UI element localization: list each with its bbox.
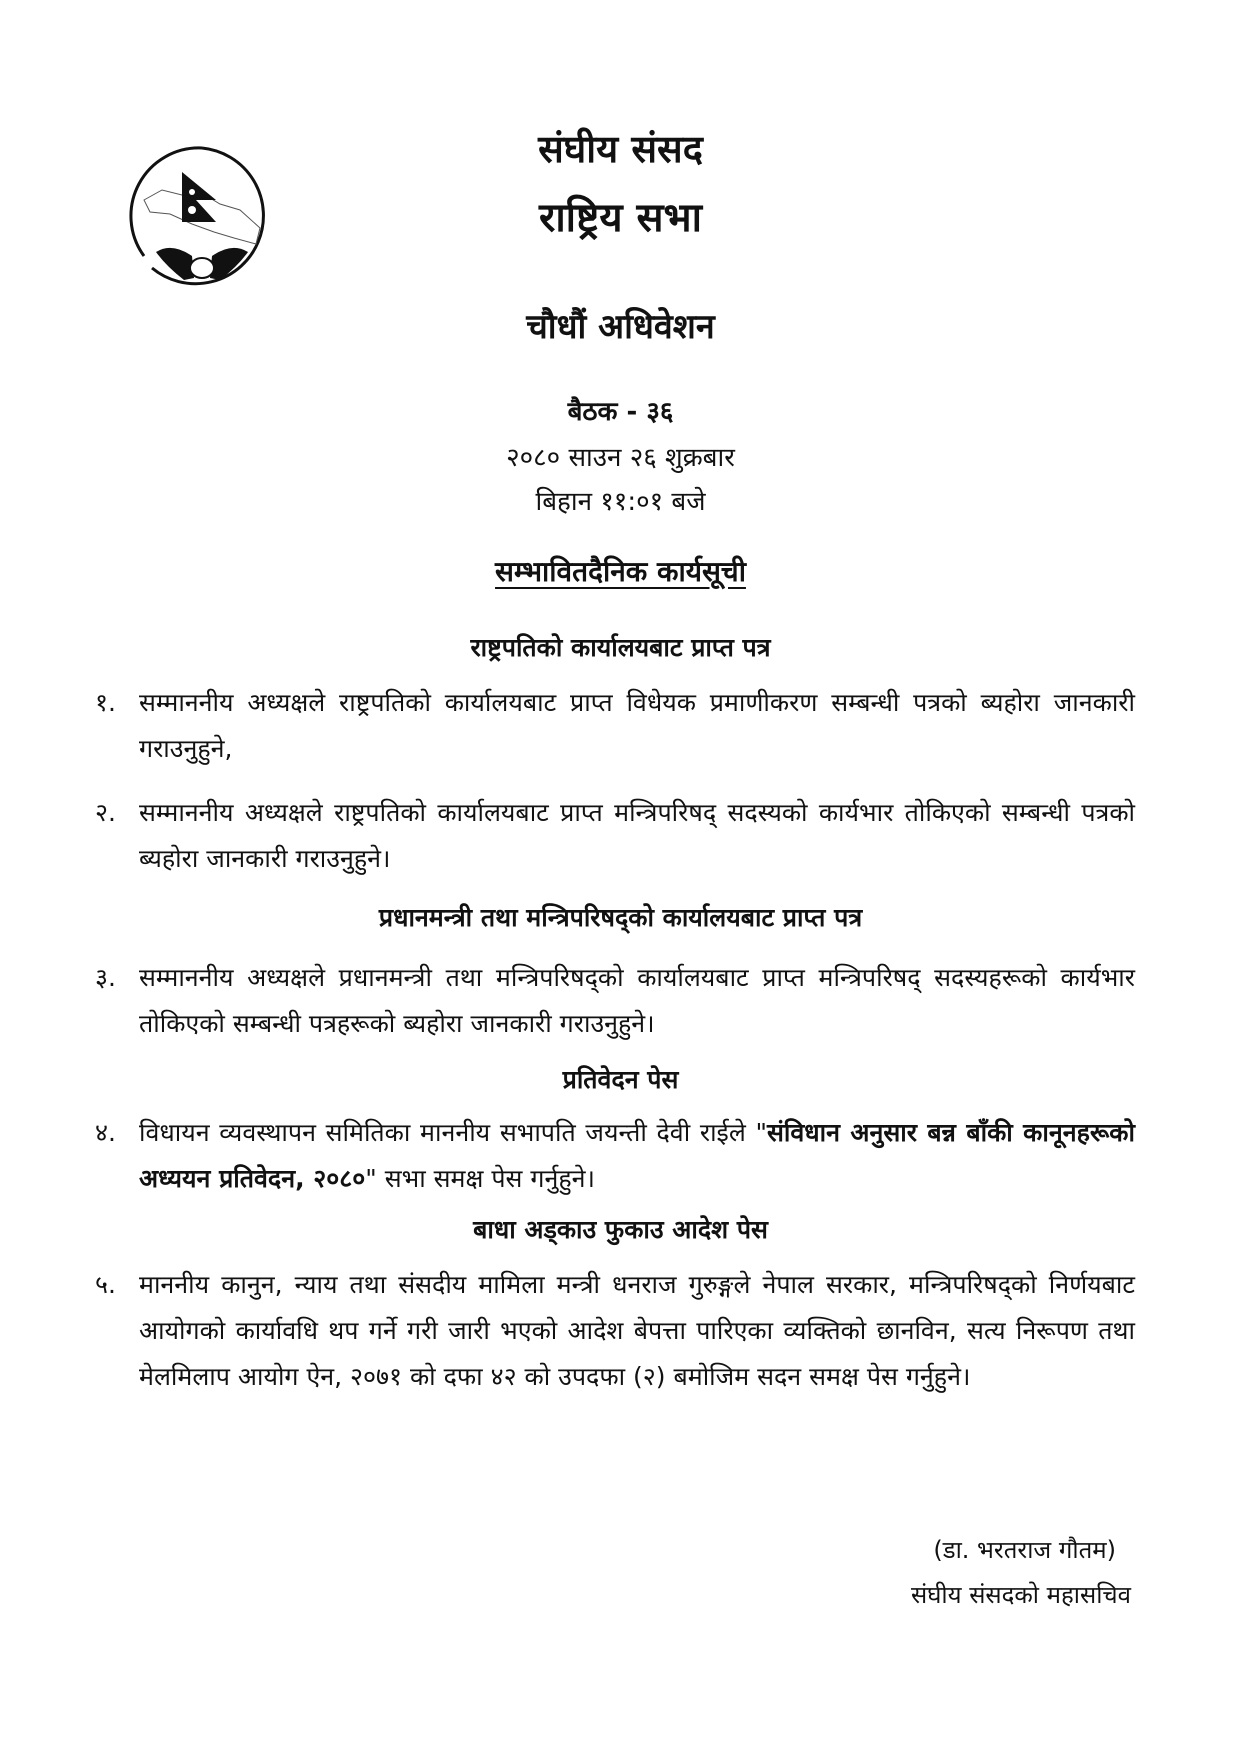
meeting-time: बिहान ११:०१ बजे <box>535 487 706 517</box>
section-heading: प्रधानमन्त्री तथा मन्त्रिपरिषद्को कार्यालयबाट प्राप्त पत्र <box>378 903 863 932</box>
item-number: २. <box>95 798 116 827</box>
agenda-item <box>95 1110 1135 1202</box>
item-number: १. <box>95 688 116 717</box>
agenda-item <box>95 1262 1135 1400</box>
signatory-title: संघीय संसदको महासचिव <box>911 1581 1131 1609</box>
agenda-item <box>95 680 1135 772</box>
item-text: सम्माननीय अध्यक्षले राष्ट्रपतिको कार्यालयबाट प्राप्त विधेयक प्रमाणीकरण सम्बन्धी पत्रको ब्यहोरा जानकारी गराउनुहुने, <box>139 688 1135 763</box>
section-heading: प्रतिवेदन पेस <box>562 1065 679 1094</box>
item-text-after: " सभा समक्ष पेस गर्नुहुने। <box>365 1164 595 1193</box>
agenda-item <box>95 955 1135 1047</box>
report-title: संविधान अनुसार बन्न बाँकी कानूनहरूको अध्ययन प्रतिवेदन, २०८० <box>139 1118 1135 1193</box>
section-heading: राष्ट्रपतिको कार्यालयबाट प्राप्त पत्र <box>470 633 771 662</box>
item-text-before: विधायन व्यवस्थापन समितिका माननीय सभापति जयन्ती देवी राईले " <box>139 1118 767 1147</box>
item-text <box>139 1110 1135 1202</box>
item-number: ३. <box>95 963 116 992</box>
signatory-name: (डा. भरतराज गौतम) <box>933 1536 1116 1564</box>
item-text: सम्माननीय अध्यक्षले प्रधानमन्त्री तथा मन्त्रिपरिषद्को कार्यालयबाट प्राप्त मन्त्रिपरिषद् सदस्यहरूको कार्यभार तोकिएको सम्बन्धी पत्रहरूको ब्यहोरा जानकारी गराउनुहुने। <box>139 963 1135 1038</box>
section-heading: बाधा अड्काउ फुकाउ आदेश पेस <box>473 1215 768 1244</box>
item-number: ५. <box>95 1270 116 1299</box>
meeting-date: २०८० साउन २६ शुक्रबार <box>506 443 735 473</box>
item-text: सम्माननीय अध्यक्षले राष्ट्रपतिको कार्यालयबाट प्राप्त मन्त्रिपरिषद् सदस्यको कार्यभार तोकिएको सम्बन्धी पत्रको ब्यहोरा जानकारी गराउनुहुने। <box>139 798 1135 873</box>
item-text: माननीय कानुन, न्याय तथा संसदीय मामिला मन्त्री धनराज गुरुङ्गले नेपाल सरकार, मन्त्रिपरिषद्को निर्णयबाट आयोगको कार्यावधि थप गर्ने गरी जारी भएको आदेश बेपत्ता पारिएका व्यक्तिको छानविन, सत्य निरूपण तथा मेलमिलाप आयोग ऐन, २०७१ को दफा ४२ को उपदफा (२) बमोजिम सदन समक्ष पेस गर्नुहुने। <box>139 1270 1135 1391</box>
item-number: ४. <box>95 1118 116 1147</box>
header-line2: राष्ट्रिय सभा <box>538 195 703 241</box>
header-line1: संघीय संसद <box>538 127 703 171</box>
session-title: चौधौं अधिवेशन <box>526 307 715 347</box>
agenda-title: सम्भावितदैनिक कार्यसूची <box>495 555 746 588</box>
agenda-item <box>95 790 1135 882</box>
meeting-number: बैठक - ३६ <box>567 397 674 427</box>
